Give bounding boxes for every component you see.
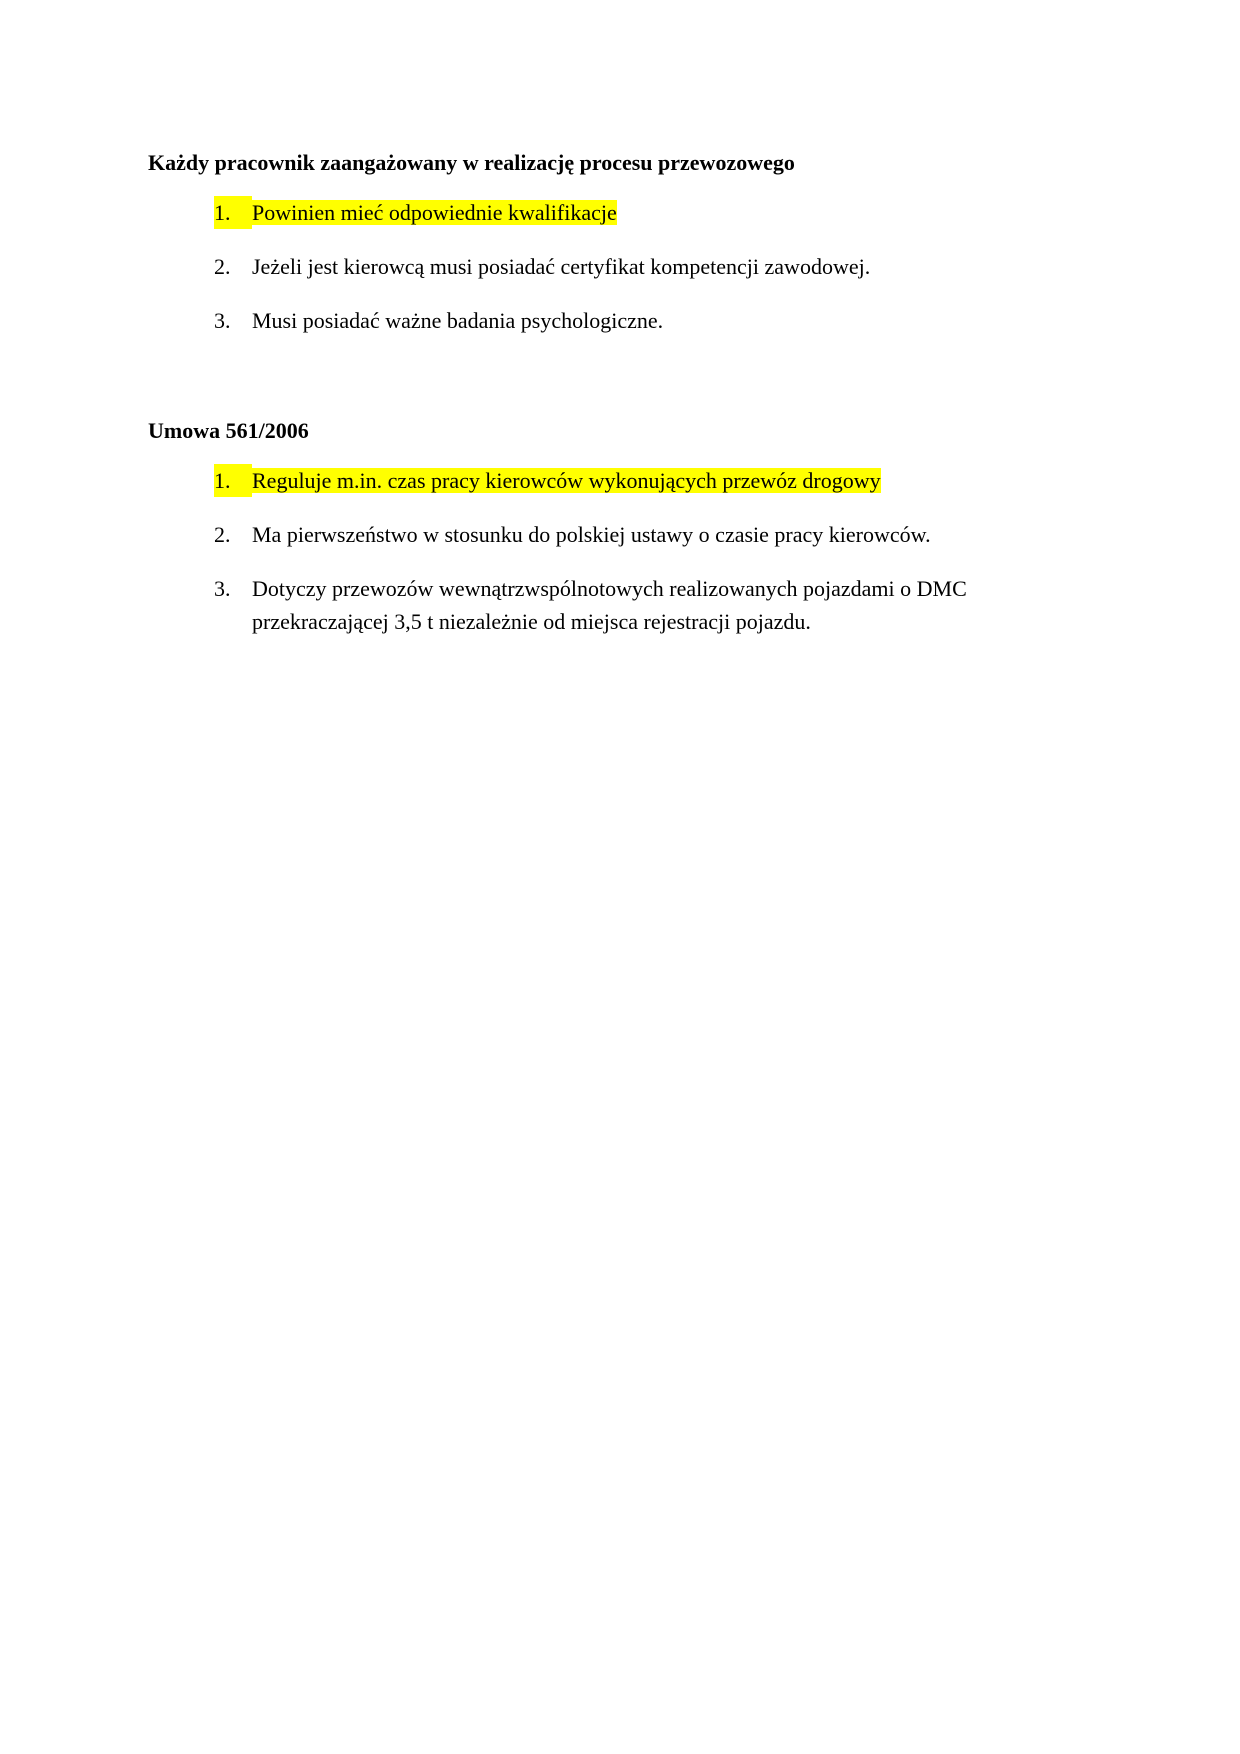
section-employee-requirements (148, 148, 1108, 358)
list-item-number: 1. (214, 464, 252, 497)
list-item (214, 304, 1108, 337)
list-item (214, 518, 1108, 551)
list-item (214, 196, 1108, 229)
list-item-text: Powinien mieć odpowiednie kwalifikacje (252, 200, 617, 225)
list-item-number: 3. (214, 576, 231, 601)
list-item-number: 3. (214, 308, 231, 333)
numbered-list (148, 196, 1108, 337)
numbered-list (148, 464, 1108, 638)
list-item-text: Jeżeli jest kierowcą musi posiadać certyfikat kompetencji zawodowej. (252, 254, 871, 279)
list-item-text: Reguluje m.in. czas pracy kierowców wykonujących przewóz drogowy (252, 468, 881, 493)
section-heading: Umowa 561/2006 (148, 418, 309, 443)
list-item-number: 2. (214, 522, 231, 547)
list-item-text: Ma pierwszeństwo w stosunku do polskiej ustawy o czasie pracy kierowców. (252, 522, 931, 547)
list-item-number: 2. (214, 254, 231, 279)
list-item-number: 1. (214, 196, 252, 229)
list-item (214, 572, 1108, 638)
list-item (214, 464, 1108, 497)
section-heading: Każdy pracownik zaangażowany w realizację procesu przewozowego (148, 150, 795, 175)
list-item-text: Dotyczy przewozów wewnątrzwspólnotowych realizowanych pojazdami o DMC przekraczającej 3,5 t niezależnie od miejsca rejestracji pojazdu. (252, 576, 967, 634)
section-regulation-561 (148, 416, 1108, 659)
list-item (214, 250, 1108, 283)
list-item-text: Musi posiadać ważne badania psychologiczne. (252, 308, 664, 333)
